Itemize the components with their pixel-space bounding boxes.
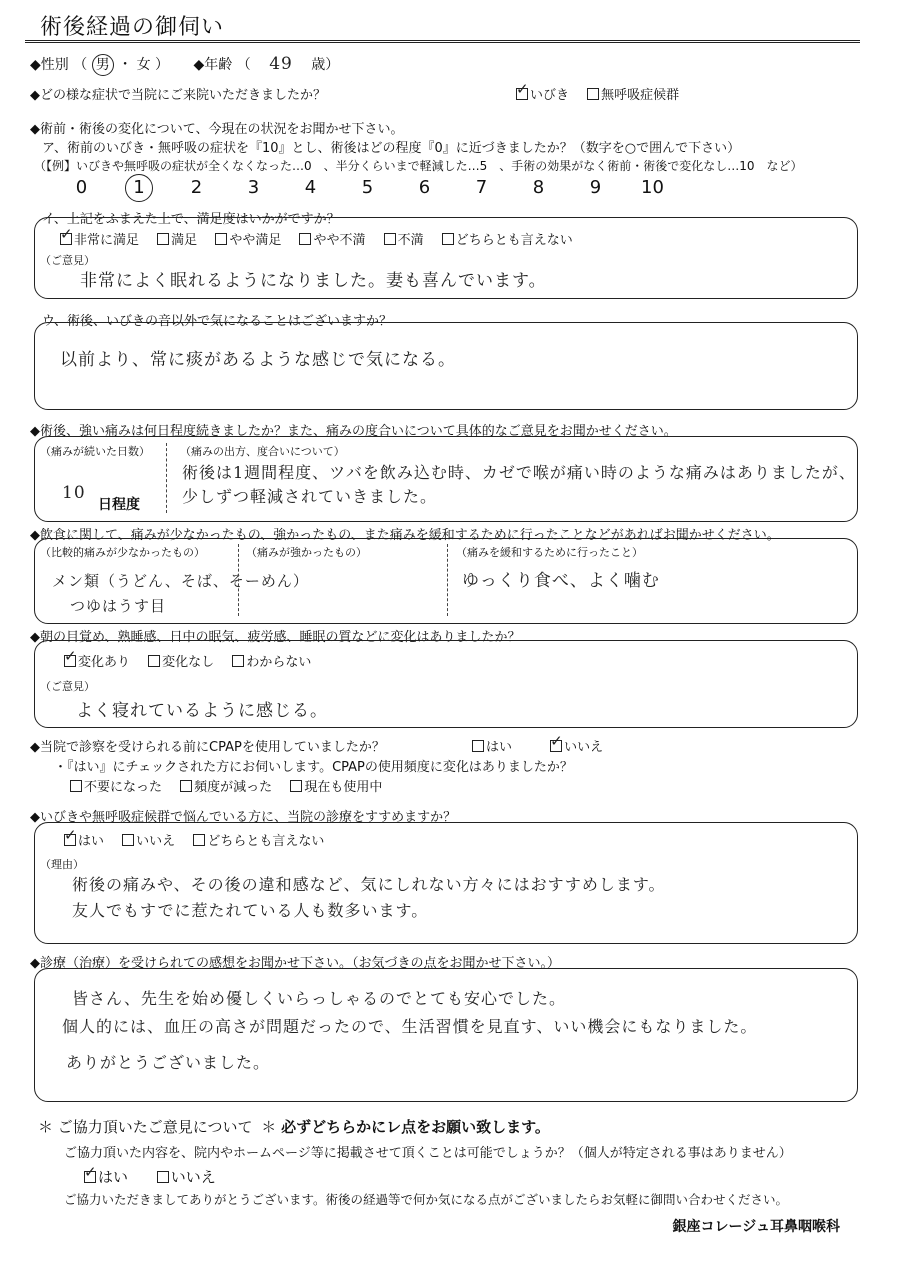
change-heading: ◆術前・術後の変化について、今現在の状況をお聞かせ下さい。 (30, 122, 404, 137)
recommend-no-checkbox[interactable] (122, 834, 134, 846)
impression-question: ◆診療（治療）を受けられての感想をお聞かせ下さい。（お気づきの点をお聞かせ下さい。） (30, 956, 560, 971)
other-concerns-question: ウ、術後、いびきの音以外で気になることはございますか？ (42, 314, 392, 329)
impression-line1[interactable]: 皆さん、先生を始め優しくいらっしゃるのでとても安心でした。 (72, 989, 566, 1008)
recommend-options (64, 830, 324, 849)
clinic-name: 銀座コレージュ耳鼻咽喉科 (672, 1219, 840, 1235)
scale-2[interactable]: 2 (190, 177, 203, 198)
sleep-no-change-label: 変化なし (162, 655, 215, 670)
impression-line3[interactable]: ありがとうございました。 (66, 1053, 271, 1072)
consent-no-label: いいえ (170, 1168, 216, 1186)
cpap-still-using-checkbox[interactable] (290, 780, 302, 792)
consent-question: ご協力頂いた内容を、院内やホームページ等に掲載させて頂くことは可能でしょうか？（個人が特定される事はありません） (64, 1146, 792, 1161)
pain-question: ◆術後、強い痛みは何日程度続きましたか？また、痛みの度合いについて具体的なご意見をお聞かせください。 (30, 424, 677, 439)
age-open: （ (236, 57, 251, 73)
consent-no-checkbox[interactable] (157, 1171, 169, 1183)
scale-7[interactable]: 7 (475, 177, 488, 198)
age-value[interactable]: 49 (269, 54, 293, 74)
title-divider (25, 40, 860, 43)
consent-star-2: ＊ (261, 1118, 277, 1136)
sex-open: （ (73, 57, 88, 73)
satisfied-label: 満足 (171, 233, 198, 248)
consent-options (84, 1166, 216, 1187)
satisfaction-question: イ、上記をふまえた上で、満足度はいかがですか？ (42, 212, 340, 227)
pain-divider (166, 443, 167, 513)
scale-5[interactable]: 5 (361, 177, 374, 198)
consent-yes-checkbox[interactable] (84, 1171, 96, 1183)
severity-scale (53, 174, 681, 202)
recommend-neutral-checkbox[interactable] (193, 834, 205, 846)
neutral-label: どちらとも言えない (455, 233, 573, 248)
scale-10[interactable]: 10 (641, 177, 664, 198)
change-subquestion: ア、術前のいびき・無呼吸の症状を『10』とし、術後はどの程度『0』に近づきましたか？（数字を○で囲んで下さい） (42, 141, 741, 156)
cpap-no-label: いいえ (564, 740, 604, 755)
pain-desc-line2[interactable]: 少しずつ軽減されていきました。 (182, 487, 438, 506)
cpap-yes-checkbox[interactable] (472, 740, 484, 752)
sleep-opinion[interactable]: よく寝れているように感じる。 (76, 701, 328, 721)
cpap-reduced-checkbox[interactable] (180, 780, 192, 792)
neutral-checkbox[interactable] (442, 233, 454, 245)
symptom-options (516, 84, 679, 103)
consent-instruction: 必ずどちらかにレ点をお願い致します。 (281, 1118, 550, 1136)
pain-desc-label: （痛みの出方、度合いについて） (180, 445, 345, 458)
scale-9[interactable]: 9 (589, 177, 602, 198)
food-less-pain-line2[interactable]: つゆはうす目 (70, 597, 167, 615)
cpap-unnecessary-label: 不要になった (84, 780, 163, 795)
thanks-text: ご協力いただきましてありがとうございます。術後の経過等で何か気になる点がございましたらお気軽に御問い合わせください。 (64, 1192, 789, 1207)
somewhat-unsatisfied-label: やや不満 (313, 233, 366, 248)
recommend-yes-checkbox[interactable] (64, 834, 76, 846)
cpap-followup-options (70, 776, 382, 795)
scale-4[interactable]: 4 (304, 177, 317, 198)
sex-female-option[interactable]: 女 (136, 57, 151, 73)
sleep-changed-label: 変化あり (78, 655, 131, 670)
recommend-reason-label: （理由） (40, 858, 84, 871)
food-divider-2 (447, 544, 448, 616)
cpap-options (472, 736, 603, 755)
consent-heading-text: ご協力頂いたご意見について (57, 1118, 253, 1136)
demographics-row (30, 54, 339, 76)
sleep-options (64, 651, 311, 670)
satisfied-checkbox[interactable] (157, 233, 169, 245)
consent-heading (38, 1116, 550, 1137)
pain-days-value[interactable]: 10 (62, 483, 86, 503)
sleep-changed-checkbox[interactable] (64, 655, 76, 667)
sleep-unknown-checkbox[interactable] (232, 655, 244, 667)
impression-line2[interactable]: 個人的には、血圧の高さが問題だったので、生活習慣を見直す、いい機会にもなりました。 (62, 1017, 758, 1036)
pain-days-label: （痛みが続いた日数） (40, 445, 150, 458)
sleep-question: ◆朝の目覚め、熟睡感、日中の眠気、疲労感、睡眠の質などに変化はありましたか？ (30, 630, 521, 645)
food-relief-value[interactable]: ゆっくり食べ、よく噛む (462, 571, 660, 591)
scale-8[interactable]: 8 (532, 177, 545, 198)
sleep-opinion-label: （ご意見） (40, 680, 95, 693)
satisfaction-opinion-label: （ご意見） (40, 254, 95, 267)
recommend-question: ◆いびきや無呼吸症候群で悩んでいる方に、当院の診療をすすめますか？ (30, 810, 457, 825)
age-label: ◆年齢 (193, 57, 233, 73)
food-less-pain-label: （比較的痛みが少なかったもの） (40, 546, 205, 559)
very-satisfied-label: 非常に満足 (74, 233, 140, 248)
pain-desc-line1[interactable]: 術後は1週間程度、ツバを飲み込む時、カゼで喉が痛い時のような痛みはありましたが、 (182, 463, 856, 482)
cpap-yes-label: はい (486, 740, 513, 755)
satisfaction-options (60, 229, 573, 248)
scale-3[interactable]: 3 (247, 177, 260, 198)
sex-dot: ・ (118, 57, 133, 73)
apnea-checkbox[interactable] (587, 88, 599, 100)
symptom-question: ◆どの様な症状で当院にご来院いただきましたか？ (30, 88, 326, 103)
recommend-no-label: いいえ (136, 834, 176, 849)
scale-1-selected[interactable]: 1 (125, 174, 153, 202)
other-concerns-answer[interactable]: 以前より、常に痰があるような感じで気になる。 (60, 350, 456, 370)
satisfaction-opinion[interactable]: 非常によく眠れるようになりました。妻も喜んでいます。 (80, 271, 547, 291)
very-satisfied-checkbox[interactable] (60, 233, 72, 245)
cpap-followup: ・『はい』にチェックされた方にお伺いします。CPAPの使用頻度に変化はありましたか？ (54, 760, 573, 775)
cpap-question: ◆当院で診察を受けられる前にCPAPを使用していましたか？ (30, 740, 385, 755)
food-divider-1 (238, 544, 239, 616)
page-title: 術後経過の御伺い (40, 15, 225, 40)
food-less-pain-line1[interactable]: メン類（うどん、そば、そーめん） (52, 572, 309, 590)
change-example: （【例】いびきや無呼吸の症状が全くなくなった…0 、半分くらいまで軽減した…5 、手術の効果がなく術前・術後で変化なし…10 など） (34, 159, 803, 173)
cpap-unnecessary-checkbox[interactable] (70, 780, 82, 792)
sex-close: ） (155, 57, 170, 73)
food-question: ◆飲食に関して、痛みが少なかったもの、強かったもの、また痛みを緩和するために行ったことなどがあればお聞かせください。 (30, 528, 780, 543)
scale-6[interactable]: 6 (418, 177, 431, 198)
scale-0[interactable]: 0 (75, 177, 88, 198)
pain-days-unit: 日程度 (98, 497, 140, 513)
cpap-still-using-label: 現在も使用中 (304, 780, 383, 795)
recommend-yes-label: はい (78, 834, 105, 849)
unsatisfied-label: 不満 (397, 233, 424, 248)
sleep-no-change-checkbox[interactable] (148, 655, 160, 667)
recommend-neutral-label: どちらとも言えない (207, 834, 325, 849)
cpap-reduced-label: 頻度が減った (194, 780, 273, 795)
snoring-label: いびき (530, 88, 570, 103)
consent-star-1: ＊ (38, 1118, 54, 1136)
recommend-reason-line1[interactable]: 術後の痛みや、その後の違和感など、気にしれない方々にはおすすめします。 (72, 875, 666, 894)
somewhat-satisfied-label: やや満足 (229, 233, 282, 248)
sex-male-option[interactable]: 男 (92, 54, 114, 76)
cpap-no-checkbox[interactable] (550, 740, 562, 752)
age-unit: 歳） (311, 57, 340, 73)
consent-yes-label: はい (98, 1168, 129, 1186)
somewhat-satisfied-checkbox[interactable] (215, 233, 227, 245)
unsatisfied-checkbox[interactable] (384, 233, 396, 245)
somewhat-unsatisfied-checkbox[interactable] (299, 233, 311, 245)
snoring-checkbox[interactable] (516, 88, 528, 100)
sex-label: ◆性別 (30, 57, 69, 73)
recommend-reason-line2[interactable]: 友人でもすでに惹たれている人も数多います。 (72, 901, 429, 920)
food-strong-pain-label: （痛みが強かったもの） (246, 546, 367, 559)
sleep-unknown-label: わからない (246, 655, 312, 670)
apnea-label: 無呼吸症候群 (601, 88, 680, 103)
food-relief-label: （痛みを緩和するために行ったこと） (456, 546, 643, 559)
